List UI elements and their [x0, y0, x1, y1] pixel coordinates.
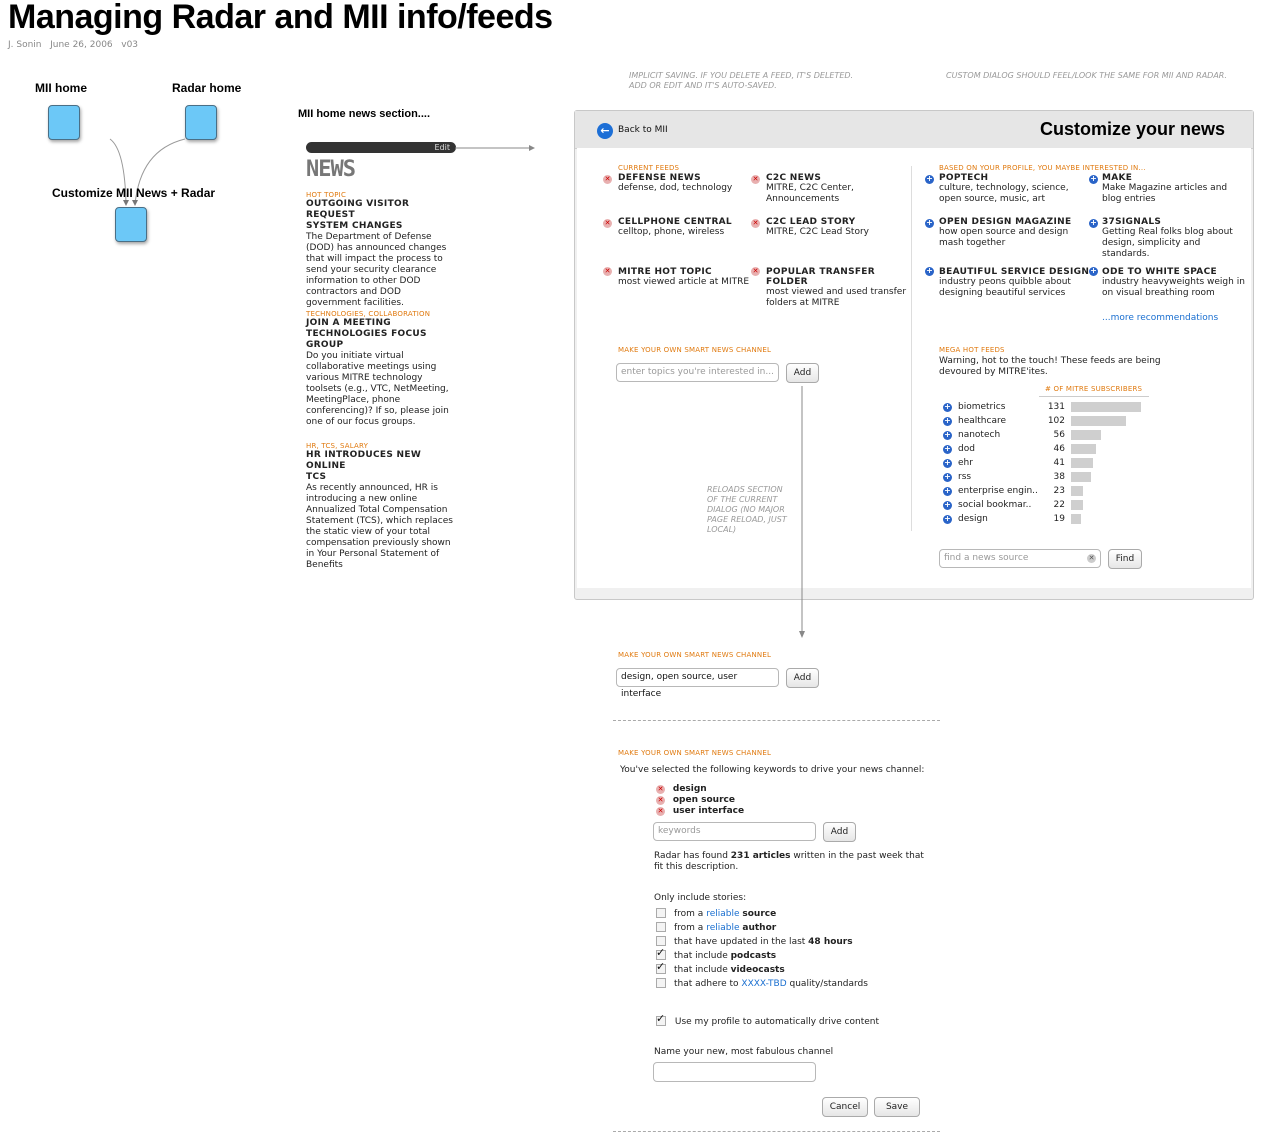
profile-checkbox[interactable] [656, 1016, 666, 1026]
news-body: Do you initiate virtual collaborative meetings using various MITRE technology toolsets (e.g., VTC, NetMeeting, MeetingPlace, phone conferencing)? If so, please join one of our focus groups. [306, 351, 449, 427]
feed-desc: MITRE, C2C Center, Announcements [766, 183, 854, 204]
hot-feed-bar [1071, 500, 1083, 510]
mii-news-item [306, 310, 456, 428]
dialog-title: Customize your news [1039, 119, 1225, 139]
hot-feed-row[interactable] [943, 485, 1163, 499]
hot-feed-name[interactable]: healthcare [958, 416, 1006, 426]
add-feed-icon[interactable]: + [1090, 266, 1097, 275]
hot-feed-row[interactable] [943, 513, 1163, 527]
add-feed-icon[interactable]: + [944, 486, 951, 495]
hot-feed-name[interactable]: rss [958, 472, 972, 482]
news-category: HOT TOPIC [306, 191, 347, 199]
filter-checkbox[interactable] [656, 978, 666, 988]
feed-desc: culture, technology, science, open source, music, art [939, 183, 1069, 204]
feed-desc: defense, dod, technology [618, 183, 733, 193]
note-custom-dialog: CUSTOM DIALOG SHOULD FEEL/LOOK THE SAME FOR MII AND RADAR. [946, 71, 1227, 80]
keyword-item [656, 784, 707, 794]
hot-feed-count: 56 [1053, 430, 1065, 440]
mii-section-heading: MII home news section.... [298, 108, 431, 120]
channel-name-input[interactable] [653, 1062, 816, 1082]
filter-option[interactable] [656, 908, 776, 919]
step2-add-button[interactable]: Add [786, 668, 819, 688]
page-title: Managing Radar and MII info/feeds [8, 0, 553, 36]
feed-name[interactable]: 37SIGNALS [1102, 217, 1162, 227]
filter-option[interactable] [656, 978, 868, 989]
feed-desc: how open source and design mash together [939, 227, 1069, 248]
remove-keyword-icon[interactable]: ✕ [657, 796, 664, 804]
flow-label-radar-home: Radar home [172, 81, 242, 95]
feed-name[interactable]: MAKE [1102, 173, 1133, 183]
hot-feed-name[interactable]: ehr [958, 458, 973, 468]
reload-arrow [796, 386, 808, 640]
flow-label-mii-home: MII home [35, 81, 88, 95]
filter-option[interactable] [656, 936, 853, 947]
topics-input[interactable]: enter topics you're interested in... [616, 363, 779, 382]
edit-arrow [455, 144, 540, 152]
remove-icon[interactable]: ✕ [752, 219, 759, 227]
news-body: As recently announced, HR is introducing a new online Annualized Total Compensation Statement (TCS), which replaces the static view of your total compensation previously shown in Your Personal Statement of Benefits [306, 483, 453, 570]
filter-label: from a reliable author [674, 922, 777, 933]
feed-name[interactable]: C2C NEWS [766, 173, 822, 183]
hot-feed-name[interactable]: social bookmar.. [958, 500, 1032, 510]
add-feed-icon[interactable]: + [944, 402, 951, 411]
hot-feed-name[interactable]: design [958, 514, 988, 524]
subscribers-rule [1039, 396, 1149, 397]
hot-feeds-list [943, 401, 1163, 527]
find-source-placeholder: find a news source [944, 553, 1029, 563]
filter-option[interactable] [656, 950, 776, 961]
remove-icon[interactable]: ✕ [752, 175, 759, 183]
hot-feed-bar [1071, 458, 1093, 468]
clear-icon[interactable]: ✕ [1088, 554, 1095, 562]
hot-feed-count: 102 [1047, 416, 1065, 426]
filter-option[interactable] [656, 964, 785, 975]
feed-desc: MITRE, C2C Lead Story [766, 227, 869, 237]
edit-button[interactable]: Edit [434, 143, 450, 152]
mii-edit-bar[interactable] [306, 142, 456, 153]
add-button[interactable]: Add [786, 363, 819, 383]
feed-name[interactable]: DEFENSE NEWS [618, 173, 701, 183]
hot-feed-bar [1071, 444, 1096, 454]
mega-hot-feeds-desc: Warning, hot to the touch! These feeds are being devoured by MITRE'ites. [939, 356, 1161, 377]
hot-feed-row[interactable] [943, 415, 1163, 429]
step2-topics-input[interactable]: design, open source, user interface [616, 668, 779, 687]
keyword-item [656, 806, 744, 816]
remove-icon[interactable]: ✕ [604, 175, 611, 183]
recommended-label: BASED ON YOUR PROFILE, YOU MAYBE INTERESTED IN... [939, 164, 1146, 172]
hot-feed-count: 131 [1047, 402, 1065, 412]
feed-name[interactable]: POPULAR TRANSFER FOLDER [766, 267, 875, 287]
keyword-text: user interface [672, 806, 745, 816]
version: v03 [121, 40, 139, 50]
step3-label: MAKE YOUR OWN SMART NEWS CHANNEL [618, 749, 772, 757]
note-reloads: RELOADS SECTION OF THE CURRENT DIALOG (NO MAJOR PAGE RELOAD, JUST LOCAL) [707, 485, 787, 534]
channel-name-label: Name your new, most fabulous channel [654, 1047, 834, 1057]
hot-feed-name[interactable]: dod [958, 444, 975, 454]
keyword-text: open source [672, 795, 735, 805]
cancel-button[interactable]: Cancel [822, 1097, 868, 1117]
more-recommendations-link[interactable]: ...more recommendations [1102, 313, 1219, 323]
news-logo: NEWS [306, 157, 355, 182]
hot-feed-bar [1071, 514, 1081, 524]
filter-label: that include podcasts [674, 950, 777, 961]
hot-feed-count: 23 [1053, 486, 1065, 496]
mega-hot-feeds-label: MEGA HOT FEEDS [939, 346, 1005, 354]
remove-icon[interactable]: ✕ [752, 267, 759, 275]
only-include-label: Only include stories: [654, 893, 747, 903]
smart-channel-label: MAKE YOUR OWN SMART NEWS CHANNEL [618, 346, 772, 354]
filter-label: that adhere to XXXX-TBD quality/standards [674, 978, 868, 989]
remove-keyword-icon[interactable]: ✕ [657, 807, 664, 815]
author: J. Sonin [8, 40, 42, 50]
separator [613, 720, 940, 721]
add-feed-icon[interactable]: + [944, 416, 951, 425]
hot-feed-count: 38 [1053, 472, 1065, 482]
add-feed-icon[interactable]: + [944, 430, 951, 439]
remove-keyword-icon[interactable]: ✕ [657, 785, 664, 793]
find-source-input[interactable] [939, 549, 1101, 568]
feed-name[interactable]: BEAUTIFUL SERVICE DESIGN [939, 267, 1090, 277]
add-feed-icon[interactable]: + [944, 500, 951, 509]
subscribers-label: # OF MITRE SUBSCRIBERS [1045, 385, 1143, 393]
add-feed-icon[interactable]: + [1090, 218, 1097, 227]
find-button[interactable]: Find [1108, 549, 1142, 569]
filter-checkbox[interactable] [656, 936, 666, 946]
add-feed-icon[interactable]: + [1090, 174, 1097, 183]
flow-label-customize: Customize MII News + Radar [52, 186, 216, 200]
hot-feed-bar [1071, 472, 1091, 482]
feed-desc: Make Magazine articles and blog entries [1102, 183, 1228, 204]
feed-name[interactable]: C2C LEAD STORY [766, 217, 856, 227]
keywords-input[interactable]: keywords [653, 822, 816, 841]
profile-label: Use my profile to automatically drive content [674, 1016, 880, 1027]
hot-feed-row[interactable] [943, 429, 1163, 443]
feed-desc: celltop, phone, wireless [618, 227, 725, 237]
separator [613, 1131, 940, 1132]
feed-desc: industry peons quibble about designing beautiful services [939, 277, 1071, 298]
column-divider [911, 166, 912, 531]
filter-link[interactable]: XXXX-TBD [741, 978, 787, 989]
filter-label: that include videocasts [674, 964, 785, 975]
add-feed-icon[interactable]: + [944, 458, 951, 467]
filter-link[interactable]: reliable [706, 908, 740, 919]
hot-feed-count: 41 [1053, 458, 1065, 468]
save-button[interactable]: Save [874, 1097, 920, 1117]
hot-feed-row[interactable] [943, 471, 1163, 485]
news-category: TECHNOLOGIES, COLLABORATION [306, 310, 431, 318]
filter-label: from a reliable source [674, 908, 777, 919]
hot-feed-row[interactable] [943, 443, 1163, 457]
profile-option[interactable] [656, 1016, 879, 1027]
feed-name[interactable]: MITRE HOT TOPIC [618, 267, 712, 277]
add-feed-icon[interactable]: + [944, 514, 951, 523]
keywords-add-button[interactable]: Add [823, 822, 856, 842]
feed-name[interactable]: OPEN DESIGN MAGAZINE [939, 217, 1072, 227]
feed-name[interactable]: CELLPHONE CENTRAL [618, 217, 732, 227]
remove-icon[interactable]: ✕ [604, 267, 611, 275]
remove-icon[interactable]: ✕ [604, 219, 611, 227]
filter-checkbox[interactable] [656, 950, 666, 960]
add-feed-icon[interactable]: + [944, 444, 951, 453]
feed-name[interactable]: ODE TO WHITE SPACE [1102, 267, 1217, 277]
hot-feed-name[interactable]: biometrics [958, 402, 1006, 412]
news-title[interactable]: OUTGOING VISITOR REQUEST SYSTEM CHANGES [306, 199, 410, 231]
flow-node-customize [115, 207, 147, 242]
filter-label: that have updated in the last 48 hours [674, 936, 853, 947]
add-feed-icon[interactable]: + [926, 218, 933, 227]
found-count: 231 articles [730, 851, 791, 861]
filter-checkbox[interactable] [656, 964, 666, 974]
hot-feed-count: 19 [1053, 514, 1065, 524]
feed-desc: industry heavyweights weigh in on visual breathing room [1102, 277, 1245, 298]
back-arrow-icon: ← [597, 123, 613, 139]
filter-link[interactable]: reliable [706, 922, 740, 933]
filter-checkbox[interactable] [656, 922, 666, 932]
current-feeds-label: CURRENT FEEDS [618, 164, 680, 172]
hot-feed-row[interactable] [943, 457, 1163, 471]
hot-feed-row[interactable] [943, 401, 1163, 415]
hot-feed-bar [1071, 416, 1126, 426]
hot-feed-count: 46 [1053, 444, 1065, 454]
step2-label: MAKE YOUR OWN SMART NEWS CHANNEL [618, 651, 772, 659]
hot-feed-bar [1071, 430, 1101, 440]
date: June 26, 2006 [50, 40, 113, 50]
feed-desc: most viewed article at MITRE [618, 277, 750, 287]
hot-feed-count: 22 [1053, 500, 1065, 510]
hot-feed-bar [1071, 486, 1083, 496]
filter-option[interactable] [656, 922, 776, 933]
news-body: The Department of Defense (DOD) has announced changes that will impact the process to send your security clearance information to other DOD contractors and DOD government facilities. [306, 232, 447, 308]
hot-feed-bar [1071, 402, 1141, 412]
feed-desc: Getting Real folks blog about design, simplicity and standards. [1102, 227, 1233, 259]
hot-feed-row[interactable] [943, 499, 1163, 513]
found-summary: Radar has found 231 articles written in the past week that fit this description. [654, 851, 924, 872]
note-implicit-saving: IMPLICIT SAVING. IF YOU DELETE A FEED, IT'S DELETED. ADD OR EDIT AND IT'S AUTO-SAVED. [629, 71, 854, 90]
back-label[interactable]: Back to MII [618, 125, 668, 135]
feed-desc: most viewed and used transfer folders at MITRE [766, 287, 907, 308]
step3-intro: You've selected the following keywords to drive your news channel: [620, 765, 925, 775]
hot-feed-name[interactable]: nanotech [958, 430, 1001, 440]
keyword-text: design [672, 784, 707, 794]
news-title[interactable]: JOIN A MEETING TECHNOLOGIES FOCUS GROUP [306, 318, 427, 350]
keyword-item [656, 795, 735, 805]
mii-news-item [306, 191, 456, 309]
mii-news-item [306, 442, 456, 571]
add-feed-icon[interactable]: + [944, 472, 951, 481]
news-category: HR, TCS, SALARY [306, 442, 369, 450]
add-feed-icon[interactable]: + [926, 266, 933, 275]
add-feed-icon[interactable]: + [926, 174, 933, 183]
feed-name[interactable]: POPTECH [939, 173, 989, 183]
news-title[interactable]: HR INTRODUCES NEW ONLINE TCS [306, 450, 422, 482]
filter-checkbox[interactable] [656, 908, 666, 918]
hot-feed-name[interactable]: enterprise engin.. [958, 486, 1038, 496]
